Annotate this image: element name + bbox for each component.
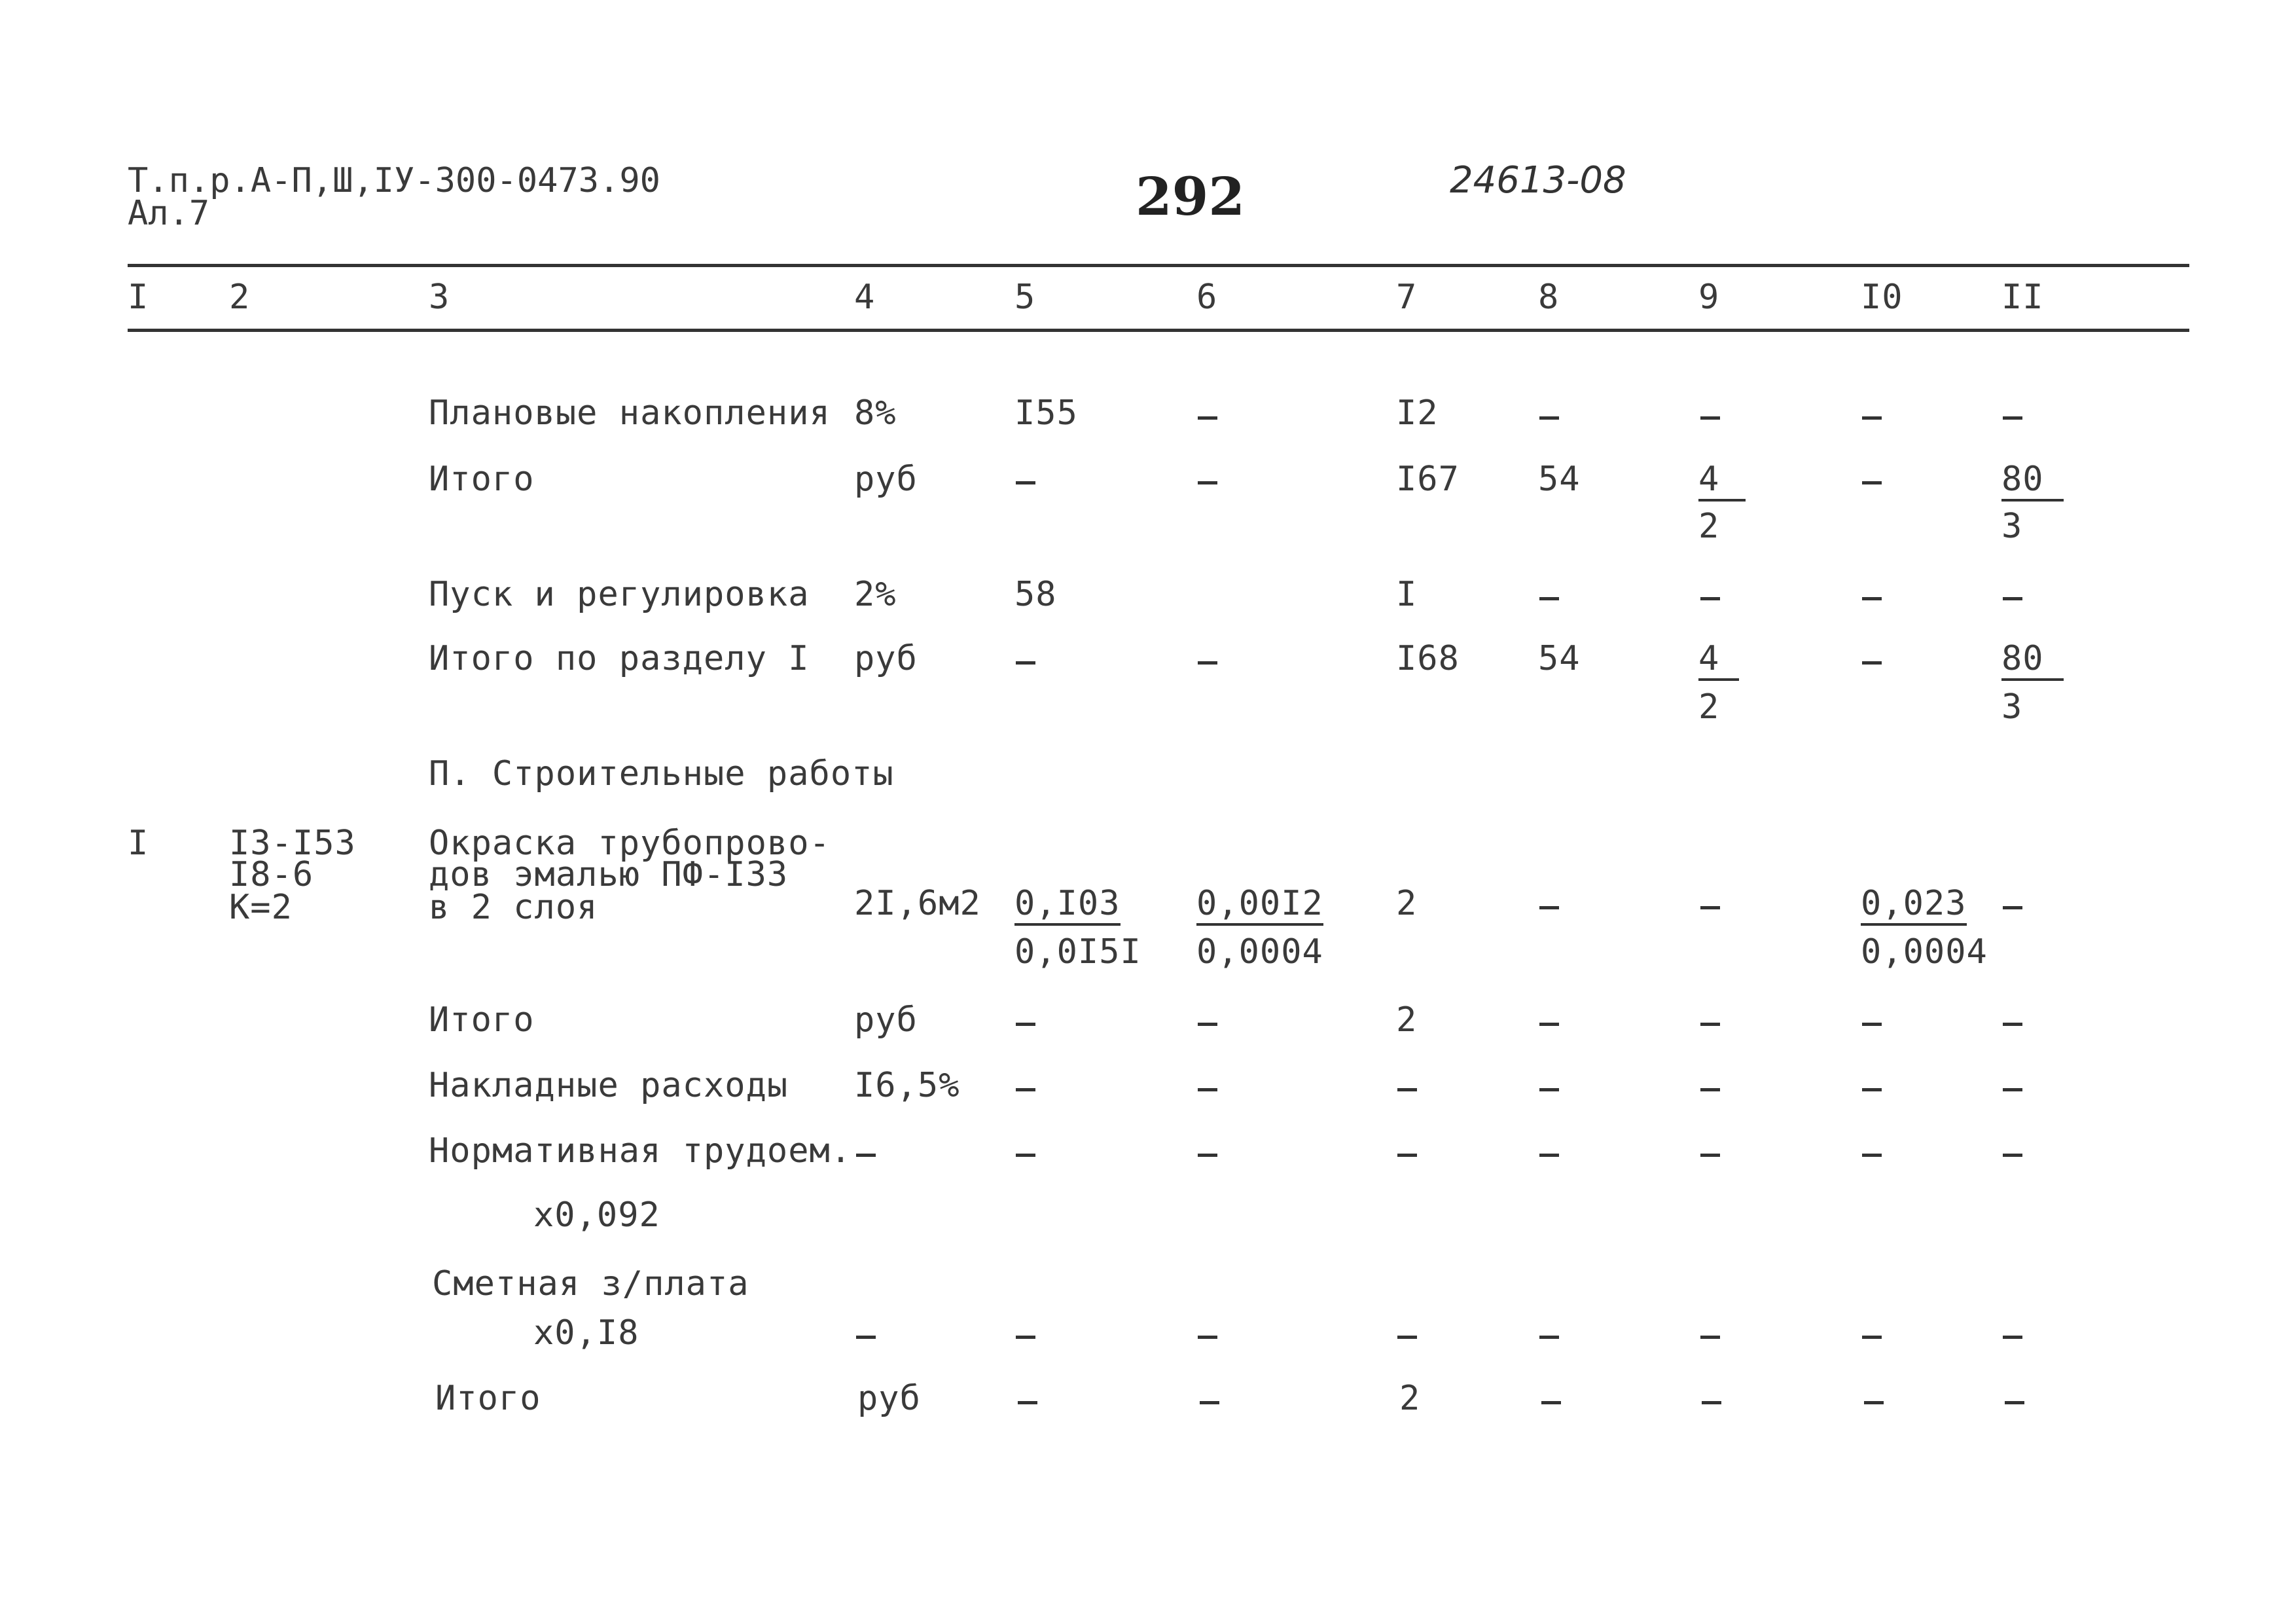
cell: I67 (1396, 460, 1460, 499)
cell-code: I3-I53 (229, 824, 356, 863)
coefficient: х0,I8 (533, 1313, 639, 1353)
fraction-numerator: 80 (2001, 462, 2064, 501)
sheet-label: Ал.7 (128, 194, 210, 233)
cell: I68 (1396, 639, 1460, 678)
row-label: Накладные расходы (429, 1066, 789, 1105)
dash (1862, 661, 1882, 665)
row-label: Окраска трубопрово- (429, 824, 831, 863)
fraction-denominator: 0,0I5I (1014, 932, 1141, 972)
dash (1539, 597, 1559, 600)
dash (1539, 1154, 1559, 1157)
dash (1016, 1023, 1035, 1026)
page-number: 292 (1136, 166, 1245, 227)
dash (1862, 1336, 1882, 1339)
column-header: 3 (429, 278, 450, 317)
fraction-numerator: 80 (2001, 642, 2064, 681)
cell: руб (854, 460, 918, 499)
column-header: 8 (1538, 278, 1560, 317)
dash (1862, 1154, 1882, 1157)
dash (1541, 1401, 1561, 1404)
dash (1862, 416, 1882, 420)
cell: руб (854, 1000, 918, 1040)
column-header: I0 (1861, 278, 1903, 317)
row-label: Сметная з/плата (432, 1264, 749, 1304)
dash (1862, 1023, 1882, 1026)
dash (1700, 1023, 1720, 1026)
dash (1016, 1088, 1035, 1091)
dash (1700, 1336, 1720, 1339)
dash (2003, 1154, 2022, 1157)
row-label: Итого (435, 1379, 541, 1418)
cell-position-number: I (128, 824, 149, 863)
section-heading: П. Строительные работы (429, 754, 894, 793)
dash (2003, 1088, 2022, 1091)
document-code: Т.п.р.А-П,Ш,IУ-300-0473.90 (128, 161, 660, 200)
dash (1539, 416, 1559, 420)
fraction-numerator: 0,023 (1861, 886, 1967, 926)
cell: 2 (1396, 1000, 1418, 1040)
cell: 2I,6м2 (854, 884, 981, 923)
row-label: Плановые накопления (429, 393, 831, 433)
cell: 2% (854, 575, 897, 614)
dash (1397, 1154, 1417, 1157)
dash (1198, 1336, 1217, 1339)
row-label: Итого (429, 460, 535, 499)
cell: 2 (1396, 884, 1418, 923)
column-header: 9 (1698, 278, 1720, 317)
dash (856, 1154, 876, 1157)
dash (2003, 1023, 2022, 1026)
dash (1198, 661, 1217, 665)
row-label: Нормативная трудоем. (429, 1131, 852, 1171)
row-label: Итого по разделу I (429, 639, 810, 678)
dash (1539, 1023, 1559, 1026)
dash (1397, 1336, 1417, 1339)
dash (1864, 1401, 1884, 1404)
dash (1198, 416, 1217, 420)
dash (1198, 1088, 1217, 1091)
cell: 8% (854, 393, 897, 433)
column-header: I (128, 278, 149, 317)
cell: руб (857, 1379, 921, 1418)
dash (1018, 1401, 1037, 1404)
column-header: 7 (1396, 278, 1418, 317)
cell: руб (854, 639, 918, 678)
dash (1016, 481, 1035, 484)
dash (2005, 1401, 2024, 1404)
table-header-rule (128, 329, 2189, 332)
fraction-numerator: 4 (1698, 642, 1739, 681)
fraction-numerator: 4 (1698, 462, 1746, 501)
fraction-denominator: 0,0004 (1196, 932, 1323, 972)
cell: 54 (1538, 639, 1581, 678)
dash (1198, 481, 1217, 484)
row-label: дов эмалью ПФ-I33 (429, 855, 789, 894)
fraction-denominator: 2 (1698, 687, 1720, 727)
dash (1539, 1088, 1559, 1091)
column-header: 5 (1014, 278, 1036, 317)
dash (1539, 906, 1559, 909)
cell: I (1396, 575, 1418, 614)
row-label: Пуск и регулировка (429, 575, 810, 614)
dash (1700, 597, 1720, 600)
dash (1397, 1088, 1417, 1091)
dash (1016, 1154, 1035, 1157)
dash (2003, 416, 2022, 420)
handwritten-reference: 24613-08 (1450, 159, 1626, 202)
column-header: 2 (229, 278, 251, 317)
fraction-denominator: 3 (2001, 507, 2023, 546)
fraction-denominator: 3 (2001, 687, 2023, 727)
cell-code: I8-6 (229, 855, 314, 894)
table-top-rule (128, 264, 2189, 267)
dash (2003, 597, 2022, 600)
cell: I2 (1396, 393, 1439, 433)
dash (1016, 1336, 1035, 1339)
dash (1539, 1336, 1559, 1339)
dash (1198, 1154, 1217, 1157)
cell: 58 (1014, 575, 1057, 614)
cell: 54 (1538, 460, 1581, 499)
dash (856, 1336, 876, 1339)
dash (1700, 1088, 1720, 1091)
column-header: II (2001, 278, 2044, 317)
dash (1702, 1401, 1721, 1404)
fraction-numerator: 0,I03 (1014, 886, 1121, 926)
row-label: в 2 слоя (429, 888, 598, 927)
fraction-denominator: 0,0004 (1861, 932, 1988, 972)
column-header: 6 (1196, 278, 1218, 317)
cell-code: К=2 (229, 888, 293, 927)
dash (1862, 597, 1882, 600)
dash (1016, 661, 1035, 665)
fraction-numerator: 0,00I2 (1196, 886, 1323, 926)
fraction-denominator: 2 (1698, 507, 1720, 546)
dash (1700, 1154, 1720, 1157)
cell: 2 (1399, 1379, 1421, 1418)
dash (1200, 1401, 1219, 1404)
coefficient: х0,092 (533, 1195, 660, 1235)
dash (1862, 1088, 1882, 1091)
dash (1198, 1023, 1217, 1026)
dash (2003, 906, 2022, 909)
dash (2003, 1336, 2022, 1339)
dash (1700, 906, 1720, 909)
dash (1700, 416, 1720, 420)
column-header: 4 (854, 278, 876, 317)
dash (1862, 481, 1882, 484)
row-label: Итого (429, 1000, 535, 1040)
cell: I6,5% (854, 1066, 960, 1105)
cell: I55 (1014, 393, 1078, 433)
